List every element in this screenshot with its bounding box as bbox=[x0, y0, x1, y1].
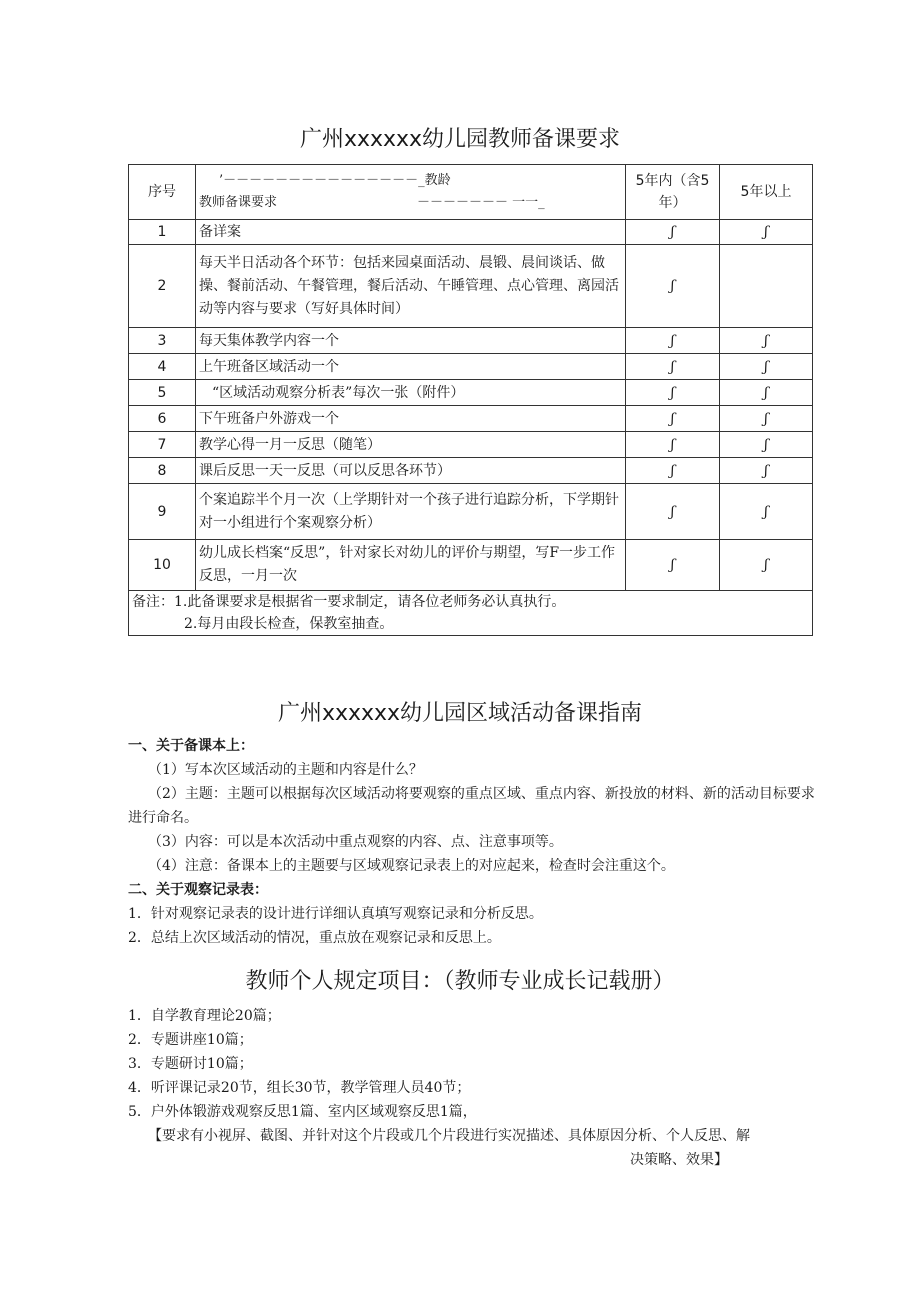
check-mark: ʃ bbox=[626, 354, 720, 380]
row-number: 5 bbox=[129, 380, 196, 406]
guide-heading-2: 二、关于观察记录表： bbox=[128, 882, 268, 898]
requirement-note-end: 决策略、效果】 bbox=[630, 1152, 728, 1168]
check-mark: ʃ bbox=[626, 484, 720, 540]
guide-paragraph: （3）内容：可以是本次活动中重点观察的内容、点、注意事项等。 bbox=[148, 834, 563, 850]
row-text: 每天集体教学内容一个 bbox=[196, 328, 626, 354]
table-row bbox=[129, 540, 813, 591]
row-number: 3 bbox=[129, 328, 196, 354]
check-mark: ʃ bbox=[720, 328, 813, 354]
row-number: 10 bbox=[129, 540, 196, 591]
check-mark: ʃ bbox=[720, 354, 813, 380]
list-item: 4．听评课记录20节，组长30节，教学管理人员40节； bbox=[128, 1080, 471, 1096]
table-note-row bbox=[129, 591, 813, 636]
table-row bbox=[129, 245, 813, 328]
check-mark: ʃ bbox=[626, 540, 720, 591]
check-mark bbox=[720, 245, 813, 328]
personal-items-list bbox=[128, 1004, 818, 1172]
header-diagonal-cell bbox=[196, 165, 626, 220]
header-diag-left: 教师备课要求 bbox=[199, 195, 278, 210]
check-mark: ʃ bbox=[720, 406, 813, 432]
row-text: 上午班备区域活动一个 bbox=[196, 354, 626, 380]
guide-paragraph: （4）注意：备课本上的主题要与区域观察记录表上的对应起来，检查时会注重这个。 bbox=[148, 858, 675, 874]
guide-section bbox=[128, 734, 818, 950]
page-title-requirements: 广州xxxxxx幼儿园教师备课要求 bbox=[299, 127, 621, 152]
table-row bbox=[129, 328, 813, 354]
row-text: 教学心得一月一反思（随笔） bbox=[196, 432, 626, 458]
note-line-2: 2.每月由段长检查，保教室抽查。 bbox=[184, 616, 394, 632]
row-text: 下午班备户外游戏一个 bbox=[196, 406, 626, 432]
row-number: 1 bbox=[129, 220, 196, 245]
check-mark: ʃ bbox=[626, 458, 720, 484]
table-row bbox=[129, 220, 813, 245]
check-mark: ʃ bbox=[626, 328, 720, 354]
row-text: 备详案 bbox=[196, 220, 626, 245]
check-mark: ʃ bbox=[720, 220, 813, 245]
list-item: 5．户外体锻游戏观察反思1篇、室内区域观察反思1篇， bbox=[128, 1104, 477, 1120]
header-seq: 序号 bbox=[129, 165, 196, 220]
header-col-5yr-over: 5年以上 bbox=[720, 165, 813, 220]
guide-heading-1: 一、关于备课本上： bbox=[128, 738, 254, 754]
guide-paragraph: 1．针对观察记录表的设计进行详细认真填写观察记录和分析反思。 bbox=[128, 906, 543, 922]
table-row bbox=[129, 380, 813, 406]
requirements-table bbox=[128, 164, 813, 636]
row-text: 每天半日活动各个环节：包括来园桌面活动、晨锻、晨间谈话、做操、餐前活动、午餐管理，餐后活动、午睡管理、点心管理、离园活动等内容与要求（写好具体时间） bbox=[196, 245, 626, 328]
check-mark: ʃ bbox=[720, 432, 813, 458]
check-mark: ʃ bbox=[720, 458, 813, 484]
guide-paragraph: （2）主题：主题可以根据每次区域活动将要观察的重点区域、重点内容、新投放的材料、新的活动目标要求进行命名。 bbox=[128, 786, 815, 826]
list-item: 2．专题讲座10篇； bbox=[128, 1032, 253, 1048]
row-number: 8 bbox=[129, 458, 196, 484]
row-number: 6 bbox=[129, 406, 196, 432]
note-line-1: 备注：1.此备课要求是根据省一要求制定，请各位老师务必认真执行。 bbox=[132, 594, 566, 610]
check-mark: ʃ bbox=[626, 380, 720, 406]
list-item: 1．自学教育理论20篇； bbox=[128, 1008, 281, 1024]
check-mark: ʃ bbox=[720, 540, 813, 591]
row-number: 9 bbox=[129, 484, 196, 540]
row-text: “区域活动观察分析表”每次一张（附件） bbox=[196, 380, 626, 406]
row-text: 课后反思一天一反思（可以反思各环节） bbox=[196, 458, 626, 484]
row-text: 个案追踪半个月一次（上学期针对一个孩子进行追踪分析，下学期针对一小组进行个案观察分析） bbox=[196, 484, 626, 540]
check-mark: ʃ bbox=[626, 432, 720, 458]
row-number: 4 bbox=[129, 354, 196, 380]
check-mark: ʃ bbox=[626, 245, 720, 328]
header-diag-top: ’－－－－－－－－－－－－－－－_教龄 bbox=[219, 173, 451, 188]
guide-paragraph: （1）写本次区域活动的主题和内容是什么？ bbox=[148, 762, 423, 778]
list-item: 3．专题研讨10篇； bbox=[128, 1056, 253, 1072]
table-row bbox=[129, 484, 813, 540]
page-title-guide: 广州xxxxxx幼儿园区域活动备课指南 bbox=[277, 701, 643, 726]
page-title-personal-items: 教师个人规定项目：（教师专业成长记载册） bbox=[245, 969, 675, 994]
table-note bbox=[129, 591, 813, 636]
check-mark: ʃ bbox=[626, 220, 720, 245]
row-number: 7 bbox=[129, 432, 196, 458]
header-col-5yr-within: 5年内（含5年） bbox=[626, 165, 720, 220]
table-row bbox=[129, 458, 813, 484]
guide-paragraph: 2．总结上次区域活动的情况，重点放在观察记录和反思上。 bbox=[128, 930, 501, 946]
check-mark: ʃ bbox=[720, 380, 813, 406]
table-row bbox=[129, 406, 813, 432]
check-mark: ʃ bbox=[626, 406, 720, 432]
table-row bbox=[129, 432, 813, 458]
table-header-row bbox=[129, 165, 813, 220]
requirement-note: 【要求有小视屏、截图、并针对这个片段或几个片段进行实况描述、具体原因分析、个人反思、解 bbox=[148, 1128, 750, 1144]
header-diag-right: －－－－－－－ 一一_ bbox=[417, 195, 545, 210]
table-row bbox=[129, 354, 813, 380]
row-text: 幼儿成长档案“反思”，针对家长对幼儿的评价与期望，写F一步工作反思，一月一次 bbox=[196, 540, 626, 591]
row-number: 2 bbox=[129, 245, 196, 328]
check-mark: ʃ bbox=[720, 484, 813, 540]
